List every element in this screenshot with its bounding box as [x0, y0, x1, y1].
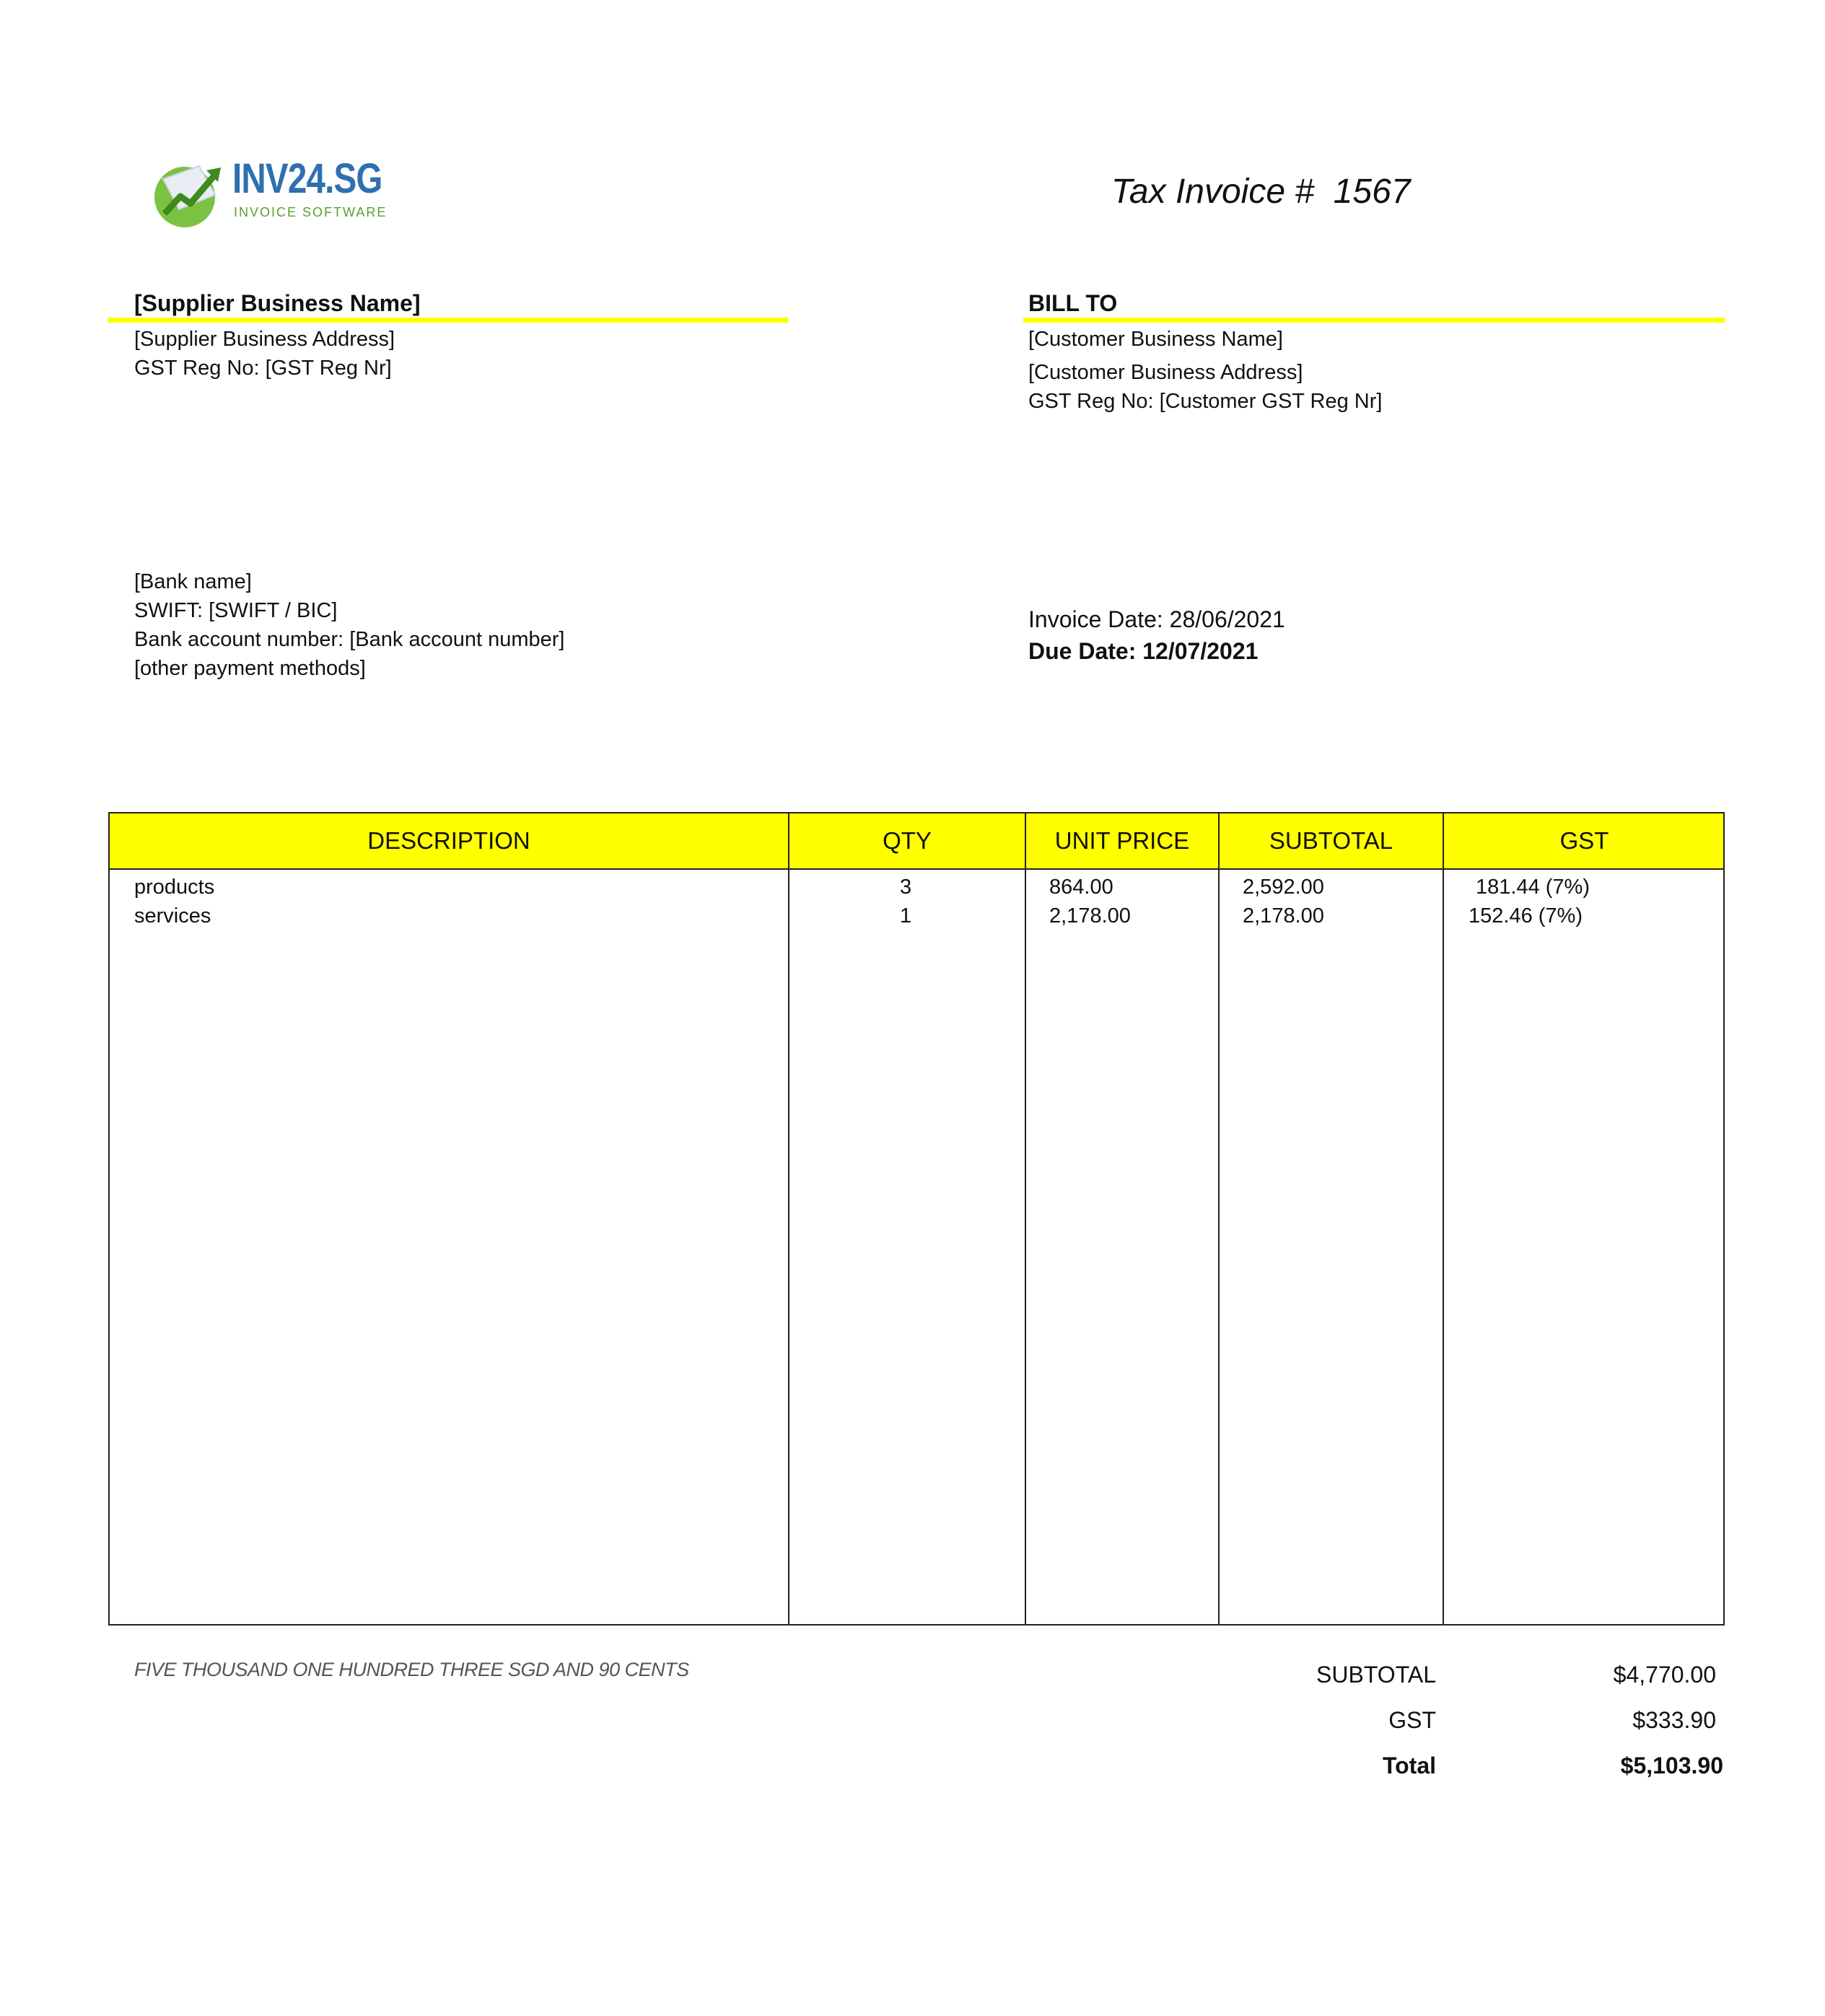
amount-in-words: FIVE THOUSAND ONE HUNDRED THREE SGD AND 90 CENTS	[134, 1659, 689, 1680]
supplier-name: [Supplier Business Name]	[134, 290, 421, 316]
gst-total-value: $333.90	[1632, 1707, 1716, 1733]
customer-name: [Customer Business Name]	[1028, 328, 1283, 351]
bank-name: [Bank name]	[134, 570, 252, 593]
header-unit-price: UNIT PRICE	[1054, 827, 1190, 854]
due-date: Due Date: 12/07/2021	[1028, 638, 1259, 664]
grand-total-label: Total	[1382, 1753, 1436, 1779]
row1-gst: 181.44 (7%)	[1476, 876, 1590, 899]
column-divider	[788, 813, 789, 1624]
other-payment-methods: [other payment methods]	[134, 657, 366, 680]
header-subtotal: SUBTOTAL	[1269, 827, 1393, 854]
row2-subtotal: 2,178.00	[1243, 904, 1324, 928]
logo-tagline: INVOICE SOFTWARE	[234, 205, 388, 219]
bill-to-heading: BILL TO	[1028, 290, 1118, 316]
subtotal-value: $4,770.00	[1613, 1662, 1716, 1688]
company-logo	[149, 154, 388, 234]
row2-description: services	[134, 904, 211, 928]
line-items-table	[108, 812, 1725, 1626]
column-divider	[1443, 813, 1444, 1624]
customer-gst: GST Reg No: [Customer GST Reg Nr]	[1028, 390, 1383, 413]
column-divider	[1025, 813, 1026, 1624]
row2-qty: 1	[900, 904, 912, 928]
header-gst: GST	[1559, 827, 1609, 854]
invoice-date: Invoice Date: 28/06/2021	[1028, 606, 1285, 632]
logo-wordmark: INV24.SG	[232, 155, 382, 202]
row1-qty: 3	[900, 876, 912, 899]
row1-description: products	[134, 876, 215, 899]
supplier-gst: GST Reg No: [GST Reg Nr]	[134, 357, 392, 380]
supplier-address: [Supplier Business Address]	[134, 328, 395, 351]
column-divider	[1218, 813, 1220, 1624]
grand-total-value: $5,103.90	[1620, 1753, 1723, 1779]
bank-swift: SWIFT: [SWIFT / BIC]	[134, 599, 338, 622]
gst-total-label: GST	[1388, 1707, 1436, 1733]
subtotal-label: SUBTOTAL	[1316, 1662, 1436, 1688]
row1-unit-price: 864.00	[1049, 876, 1113, 899]
bank-account: Bank account number: [Bank account number]	[134, 628, 565, 651]
row2-gst: 152.46 (7%)	[1469, 904, 1583, 928]
logo-mark-icon	[149, 157, 228, 230]
invoice-title: Tax Invoice # 1567	[1111, 173, 1411, 211]
bill-to-underline	[1023, 318, 1725, 323]
header-description: DESCRIPTION	[367, 827, 530, 854]
row2-unit-price: 2,178.00	[1049, 904, 1131, 928]
customer-address: [Customer Business Address]	[1028, 361, 1303, 384]
header-qty: QTY	[883, 827, 932, 854]
row1-subtotal: 2,592.00	[1243, 876, 1324, 899]
supplier-underline	[108, 318, 788, 323]
